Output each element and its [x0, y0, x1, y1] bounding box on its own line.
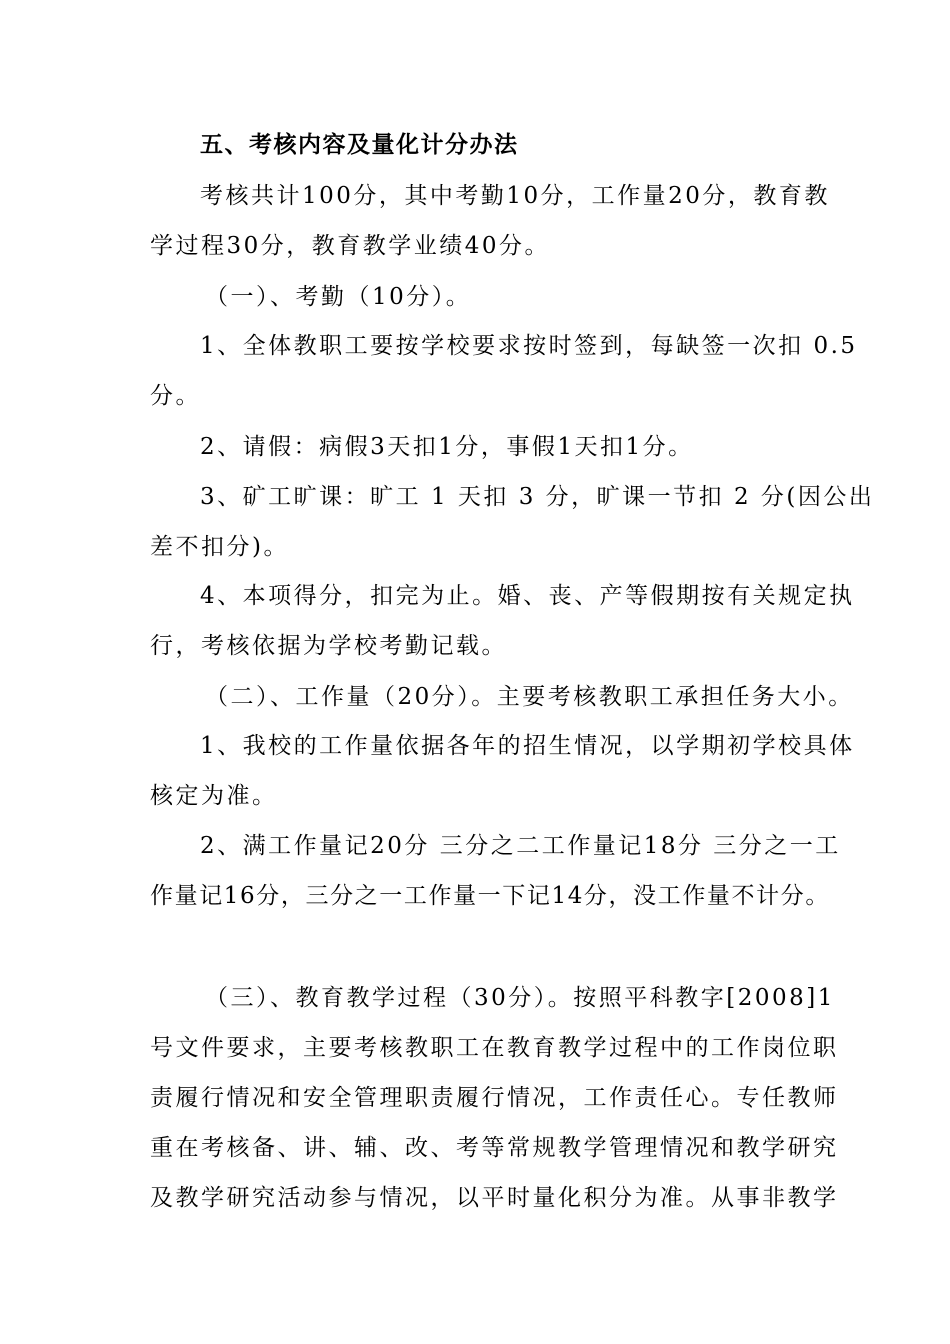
paragraph-line: 2、请假：病假3天扣1分，事假1天扣1分。: [200, 434, 694, 460]
paragraph-line: 1、全体教职工要按学校要求按时签到，每缺签一次扣 0.5: [200, 333, 858, 359]
paragraph-line: 1、我校的工作量依据各年的招生情况，以学期初学校具体: [200, 733, 855, 759]
paragraph-line: 2、满工作量记20分 三分之二工作量记18分 三分之一工: [200, 833, 841, 859]
subsection-heading: （二）、工作量（20分）。主要考核教职工承担任务大小。: [205, 684, 854, 710]
paragraph-line: 4、本项得分，扣完为止。婚、丧、产等假期按有关规定执: [200, 583, 855, 609]
paragraph-line: 差不扣分)。: [150, 534, 289, 560]
paragraph-line: 3、矿工旷课：旷工 1 天扣 3 分，旷课一节扣 2 分(因公出: [200, 484, 875, 510]
paragraph-line: 学过程30分，教育教学业绩40分。: [150, 233, 551, 259]
subsection-heading: （三）、教育教学过程（30分）。按照平科教字[2008]1: [205, 985, 835, 1011]
paragraph-line: 分。: [150, 383, 201, 409]
paragraph-line: 及教学研究活动参与情况，以平时量化积分为准。从事非教学: [150, 1185, 839, 1211]
section-heading: 五、考核内容及量化计分办法: [200, 131, 519, 158]
paragraph-line: 行，考核依据为学校考勤记载。: [150, 633, 507, 659]
paragraph-line: 重在考核备、讲、辅、改、考等常规教学管理情况和教学研究: [150, 1135, 839, 1161]
paragraph-line: 责履行情况和安全管理职责履行情况，工作责任心。专任教师: [150, 1085, 839, 1111]
paragraph-line: 考核共计100分，其中考勤10分，工作量20分，教育教: [200, 183, 830, 209]
paragraph-line: 核定为准。: [150, 783, 278, 809]
subsection-heading: （一）、考勤（10分）。: [205, 284, 472, 310]
paragraph-line: 作量记16分，三分之一工作量一下记14分，没工作量不计分。: [150, 883, 830, 909]
paragraph-line: 号文件要求，主要考核教职工在教育教学过程中的工作岗位职: [150, 1035, 839, 1061]
